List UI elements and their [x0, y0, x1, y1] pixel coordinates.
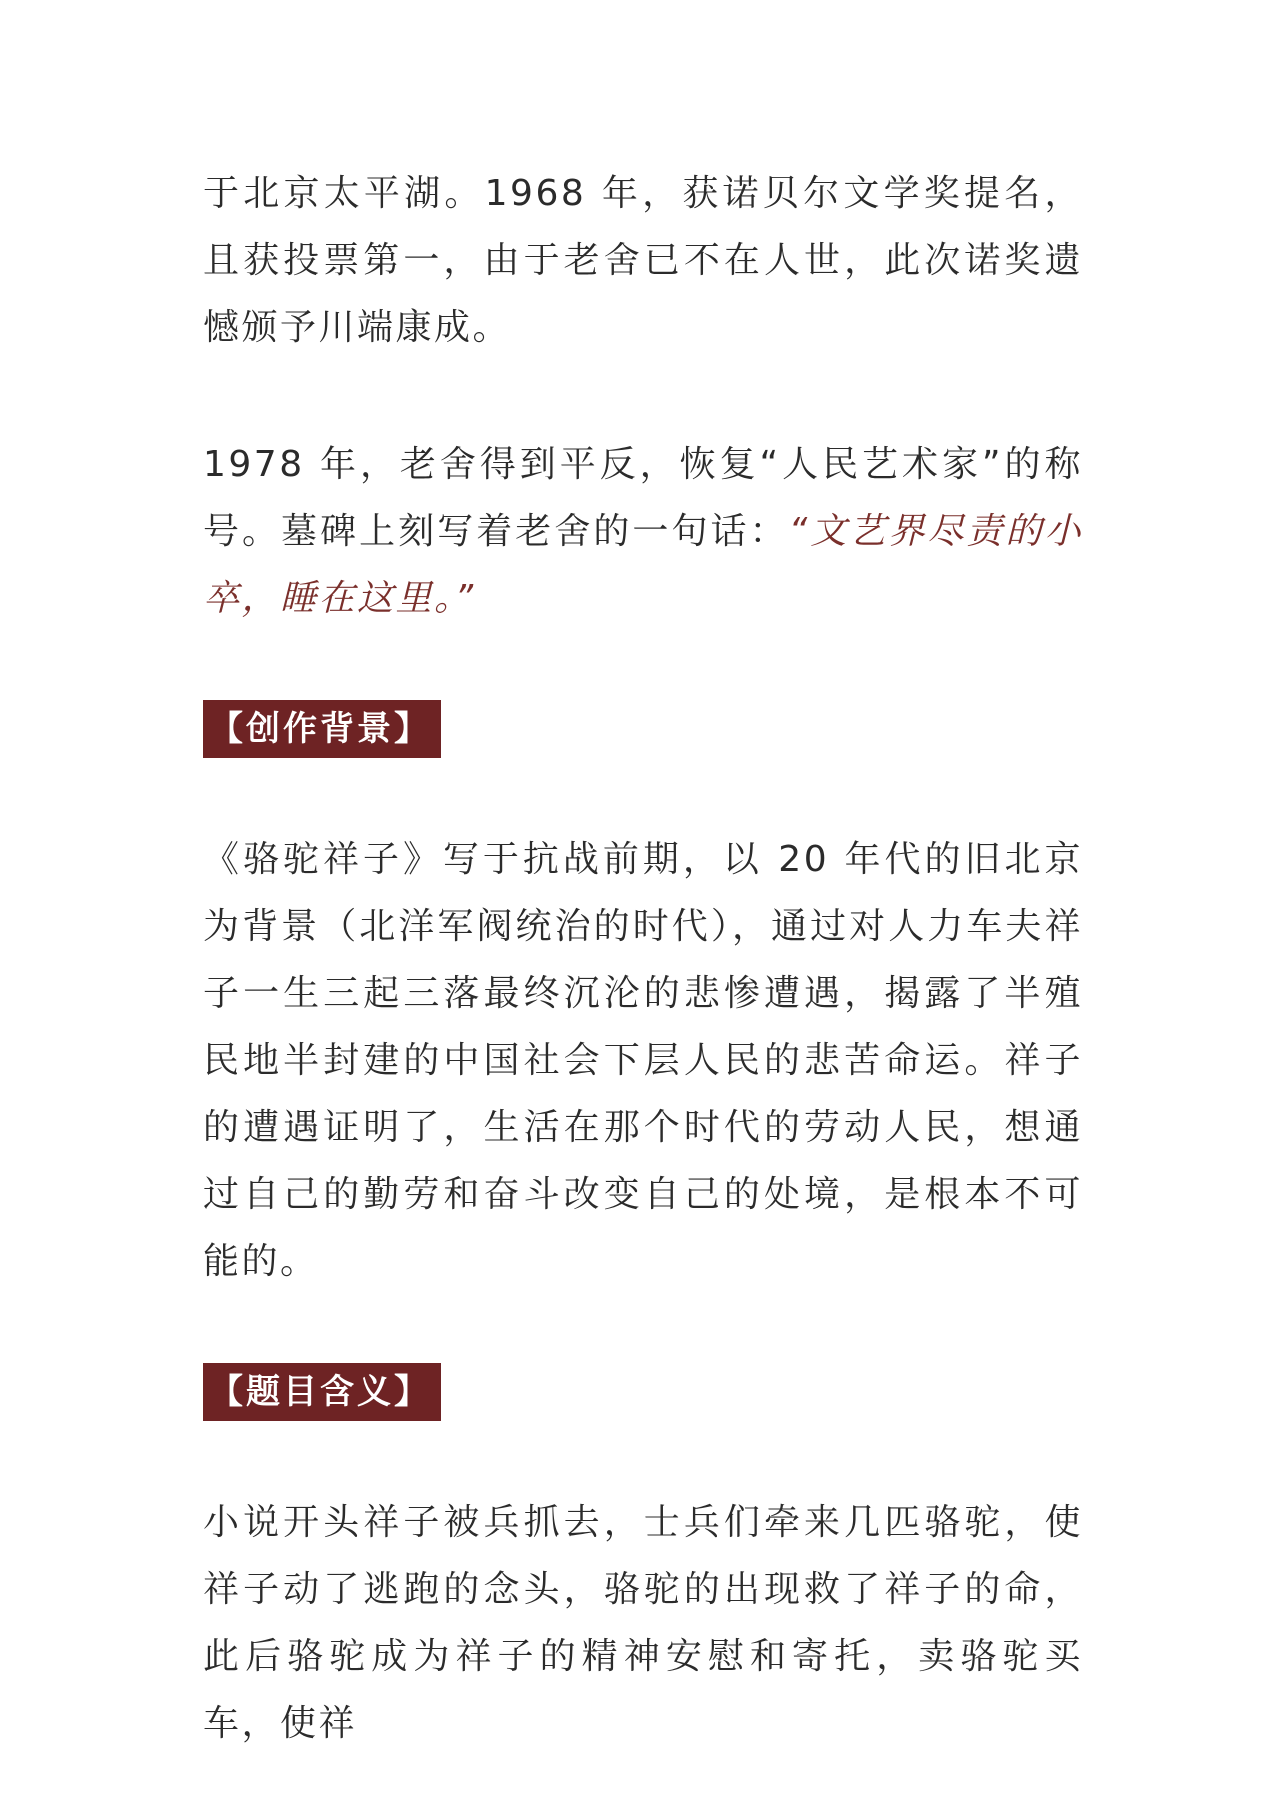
spacer	[203, 758, 1083, 826]
spacer	[203, 1421, 1083, 1489]
epitaph-quote: “文艺界尽责的小卒，睡在这里。”	[203, 511, 1083, 619]
paragraph-title-meaning: 小说开头祥子被兵抓去，士兵们牵来几匹骆驼，使祥子动了逃跑的念头，骆驼的出现救了祥子的命，此后骆驼成为祥子的精神安慰和寄托，卖骆驼买车，使祥	[203, 1502, 1083, 1744]
spacer	[203, 361, 1083, 431]
spacer	[203, 632, 1083, 700]
section-heading-title-meaning: 【题目含义】	[203, 1363, 441, 1421]
paragraph-nobel-nomination: 于北京太平湖。1968 年，获诺贝尔文学奖提名，且获投票第一，由于老舍已不在人世，此次诺奖遗憾颁予川端康成。	[203, 173, 1083, 348]
article-body	[203, 160, 1083, 1757]
spacer	[203, 1295, 1083, 1363]
paragraph-rehabilitation	[203, 431, 1083, 632]
rehabilitation-text: 1978 年，老舍得到平反，恢复“人民艺术家”的称号。墓碑上刻写着老舍的一句话：	[203, 444, 1083, 552]
section-heading-background: 【创作背景】	[203, 700, 441, 758]
paragraph-creation-background: 《骆驼祥子》写于抗战前期，以 20 年代的旧北京为背景（北洋军阀统治的时代），通过对人力车夫祥子一生三起三落最终沉沦的悲惨遭遇，揭露了半殖民地半封建的中国社会下层人民的悲苦命运。祥子的遭遇证明了，生活在那个时代的劳动人民，想通过自己的勤劳和奋斗改变自己的处境，是根本不可能的。	[203, 839, 1083, 1282]
